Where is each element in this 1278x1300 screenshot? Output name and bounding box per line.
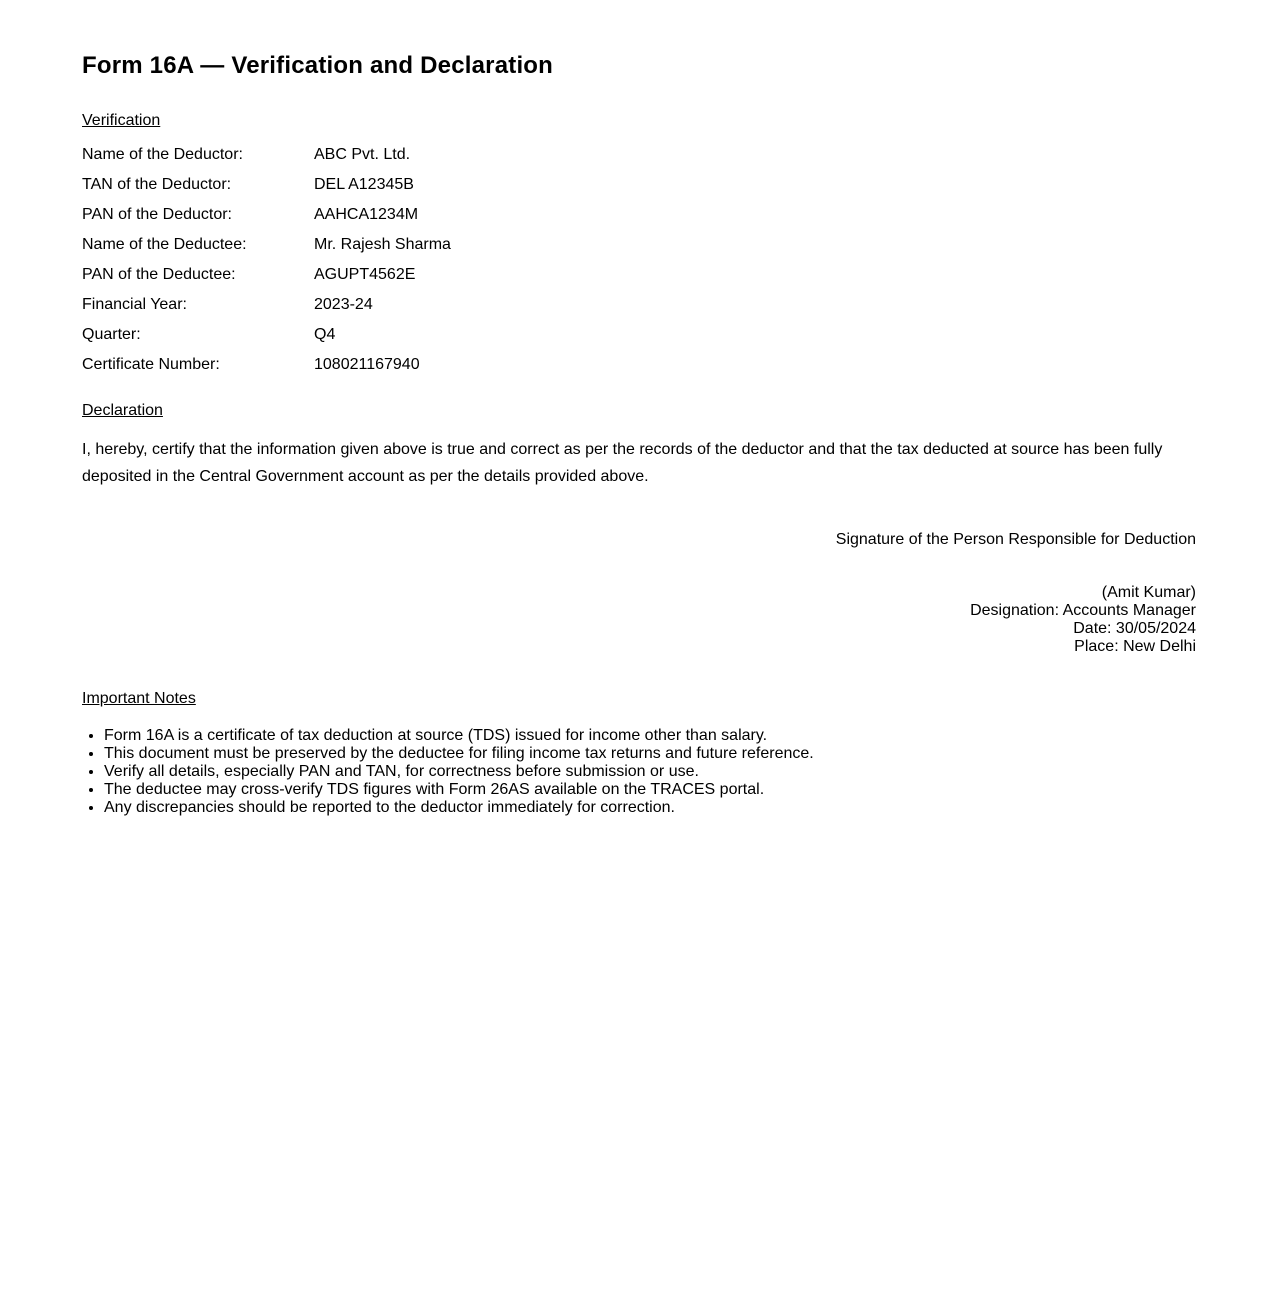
field-label: Certificate Number: [82,356,220,373]
signature-caption: Signature of the Person Responsible for Deduction [835,531,1196,548]
list-item: • The deductee may cross-verify TDS figures with Form 26AS available on the TRACES portal. [104,781,814,799]
field-row-deductor-pan [82,200,451,230]
verification-fields [82,140,451,380]
field-label: TAN of the Deductor: [82,176,232,193]
field-value: Q4 [314,326,336,343]
field-value: AGUPT4562E [314,266,416,283]
field-row-deductor-name [82,140,451,170]
signatory-name: (Amit Kumar) [1101,584,1196,601]
field-row-deductee-name [82,230,451,260]
field-label: Name of the Deductor: [82,146,243,163]
list-item: • This document must be preserved by the deductee for filing income tax returns and future reference. [104,745,814,763]
field-row-certificate-number [82,350,451,380]
field-row-financial-year [82,290,451,320]
declaration-text: I, hereby, certify that the information given above is true and correct as per the records of the deductor and that the tax deducted at source has been fully deposited in the Central Government account as per the details provided above. [82,441,1163,485]
important-notes-heading: Important Notes [82,690,196,707]
field-value: ABC Pvt. Ltd. [314,146,411,163]
signature-block [836,530,1196,656]
field-label: PAN of the Deductee: [82,266,236,283]
field-value: AAHCA1234M [314,206,419,223]
list-item: • Any discrepancies should be reported to the deductor immediately for correction. [104,799,814,817]
field-value: 2023-24 [314,296,373,313]
field-row-quarter [82,320,451,350]
signature-date: Date: 30/05/2024 [1073,620,1196,637]
field-label: PAN of the Deductor: [82,206,232,223]
list-item: • Form 16A is a certificate of tax deduction at source (TDS) issued for income other than salary. [104,727,814,745]
field-label: Quarter: [82,326,141,343]
verification-heading: Verification [82,112,161,129]
page-title: Form 16A — Verification and Declaration [82,52,554,79]
signature-place: Place: New Delhi [1074,638,1196,655]
declaration-heading: Declaration [82,402,163,419]
field-value: DEL A12345B [314,176,414,193]
signatory-designation: Designation: Accounts Manager [970,602,1196,619]
field-row-deductee-pan [82,260,451,290]
field-value: Mr. Rajesh Sharma [314,236,451,253]
field-label: Name of the Deductee: [82,236,247,253]
field-row-deductor-tan [82,170,451,200]
field-label: Financial Year: [82,296,187,313]
list-item: • Verify all details, especially PAN and TAN, for correctness before submission or use. [104,763,814,781]
important-notes-list [82,727,814,817]
field-value: 108021167940 [314,356,420,373]
